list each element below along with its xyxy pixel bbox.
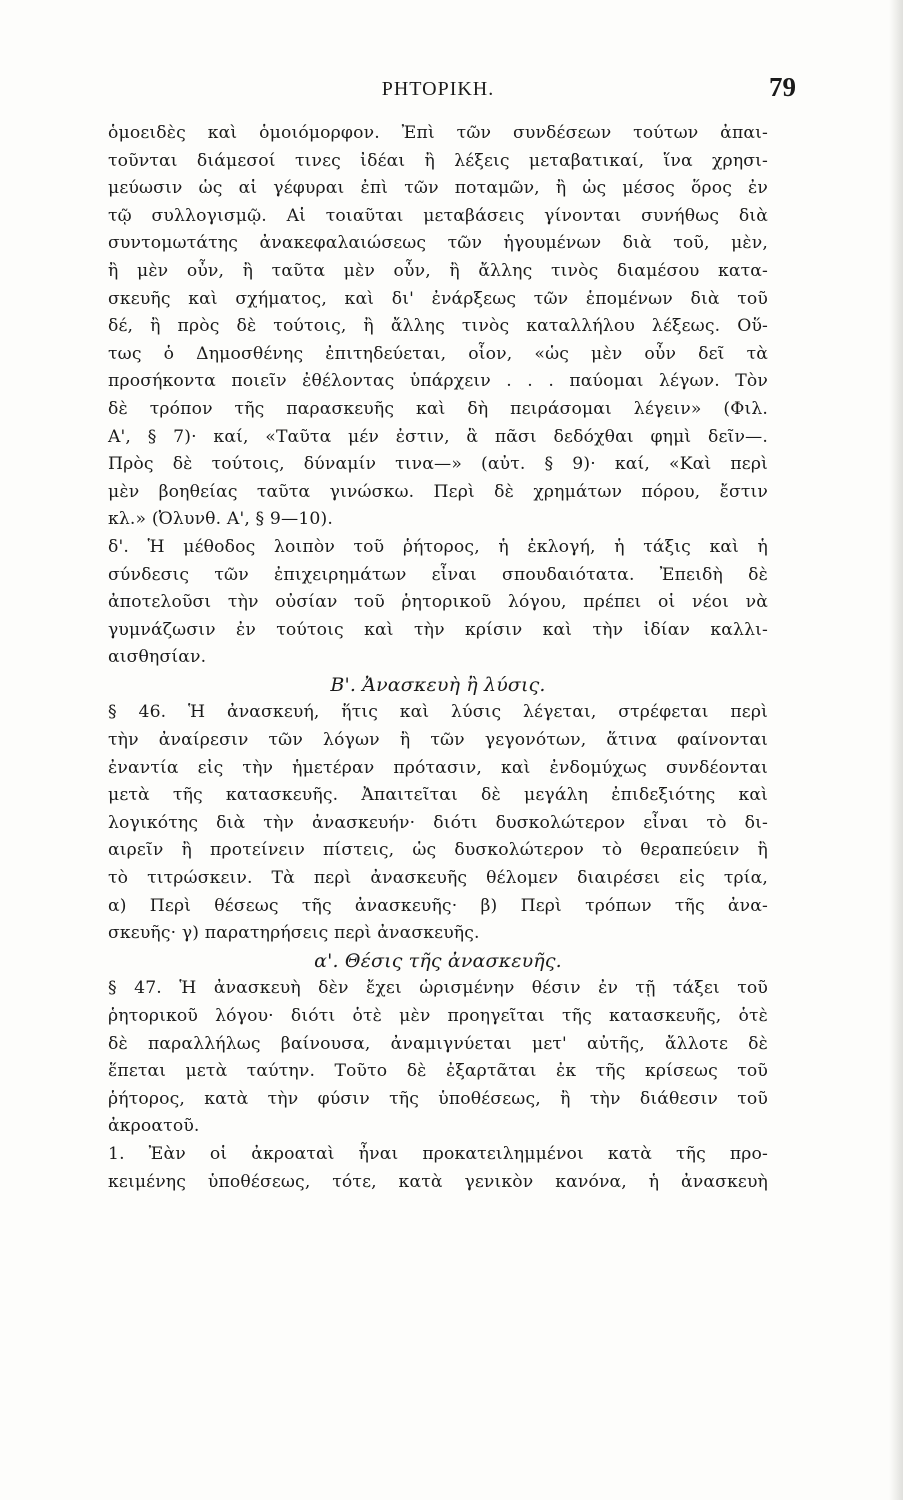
text-line: ἀποτελοῦσι τὴν οὐσίαν τοῦ ῥητορικοῦ λόγου, πρέπει οἱ νέοι νὰ: [108, 592, 768, 613]
text-line: σκευῆς καὶ σχήματος, καὶ δι' ἐνάρξεως τῶν ἑπομένων διὰ τοῦ: [108, 288, 768, 309]
text-line: δὲ παραλλήλως βαίνουσα, ἀναμιγνύεται μετ' αὐτῆς, ἄλλοτε δὲ: [108, 1033, 768, 1054]
section-heading: α'. Θέσις τῆς ἀνασκευῆς.: [314, 949, 562, 972]
text-line: ἐναντία εἰς τὴν ἡμετέραν πρότασιν, καὶ ἐνδομύχως συνδέονται: [108, 757, 768, 778]
body-text: [108, 120, 768, 1196]
text-line: δέ, ἢ πρὸς δὲ τούτοις, ἢ ἄλλης τινὸς καταλλήλου λέξεως. Οὕ-: [108, 316, 768, 337]
text-line: τὸ τιτρώσκειν. Τὰ περὶ ἀνασκευῆς θέλομεν διαιρέσει εἰς τρία,: [108, 868, 768, 889]
text-line: ἕπεται μετὰ ταύτην. Τοῦτο δὲ ἐξαρτᾶται ἐκ τῆς κρίσεως τοῦ: [108, 1061, 768, 1082]
running-title: ΡΗΤΟΡΙΚΗ.: [381, 78, 495, 100]
text-line: συντομωτάτης ἀνακεφαλαιώσεως τῶν ἡγουμένων διὰ τοῦ, μὲν,: [108, 233, 768, 254]
text-line: κλ.» (Ὀλυνθ. Α', § 9—10).: [108, 509, 333, 530]
text-line: α) Περὶ θέσεως τῆς ἀνασκευῆς· β) Περὶ τρόπων τῆς ἀνα-: [108, 895, 768, 916]
text-line: δὲ τρόπον τῆς παρασκευῆς καὶ δὴ πειράσομαι λέγειν» (Φιλ.: [108, 398, 768, 419]
text-line: τῷ συλλογισμῷ. Αἱ τοιαῦται μεταβάσεις γίνονται συνήθως διὰ: [108, 205, 768, 226]
text-line: μεύωσιν ὡς αἱ γέφυραι ἐπὶ τῶν ποταμῶν, ἢ ὡς μέσος ὅρος ἐν: [108, 178, 768, 199]
text-line: γυμνάζωσιν ἐν τούτοις καὶ τὴν κρίσιν καὶ τὴν ἰδίαν καλλι-: [108, 619, 768, 640]
text-line: Πρὸς δὲ τούτοις, δύναμίν τινα—» (αὐτ. § 9)· καί, «Καὶ περὶ: [108, 454, 768, 475]
text-line: § 46. Ἡ ἀνασκευή, ἥτις καὶ λύσις λέγεται, στρέφεται περὶ: [108, 702, 768, 723]
text-line: τοῦνται διάμεσοί τινες ἰδέαι ἢ λέξεις μεταβατικαί, ἵνα χρησι-: [108, 150, 768, 171]
text-line: Α', § 7)· καί, «Ταῦτα μέν ἐστιν, ἃ πᾶσι δεδόχθαι φημὶ δεῖν—.: [108, 426, 768, 447]
text-line: ἀκροατοῦ.: [108, 1116, 200, 1137]
page-number: 79: [769, 72, 796, 102]
section-heading: Β'. Ἀνασκευὴ ἢ λύσις.: [330, 673, 546, 696]
text-line: 1. Ἐὰν οἱ ἀκροαταὶ ἦναι προκατειλημμένοι κατὰ τῆς προ-: [108, 1143, 768, 1164]
text-line: σκευῆς· γ) παρατηρήσεις περὶ ἀνασκευῆς.: [108, 923, 480, 944]
text-line: ἢ μὲν οὖν, ἢ ταῦτα μὲν οὖν, ἢ ἄλλης τινὸς διαμέσου κατα-: [108, 260, 768, 281]
text-line: ῥήτορος, κατὰ τὴν φύσιν τῆς ὑποθέσεως, ἢ τὴν διάθεσιν τοῦ: [108, 1088, 768, 1109]
text-line: σύνδεσις τῶν ἐπιχειρημάτων εἶναι σπουδαιότατα. Ἐπειδὴ δὲ: [108, 564, 768, 585]
text-line: μετὰ τῆς κατασκευῆς. Ἀπαιτεῖται δὲ μεγάλη ἐπιδεξιότης καὶ: [108, 785, 768, 806]
page-spine-shadow: [889, 0, 903, 1500]
text-line: § 47. Ἡ ἀνασκευὴ δὲν ἔχει ὡρισμένην θέσιν ἐν τῇ τάξει τοῦ: [108, 978, 768, 999]
text-line: προσήκοντα ποιεῖν ἐθέλοντας ὑπάρχειν . . . παύομαι λέγων. Τὸν: [108, 371, 768, 392]
text-line: ὁμοειδὲς καὶ ὁμοιόμορφον. Ἐπὶ τῶν συνδέσεων τούτων ἀπαι-: [108, 123, 768, 143]
text-line: τὴν ἀναίρεσιν τῶν λόγων ἢ τῶν γεγονότων, ἅτινα φαίνονται: [108, 730, 768, 751]
page-header: [108, 72, 796, 108]
text-line: τως ὁ Δημοσθένης ἐπιτηδεύεται, οἷον, «ὡς μὲν οὖν δεῖ τὰ: [108, 343, 768, 364]
text-line: κειμένης ὑποθέσεως, τότε, κατὰ γενικὸν κανόνα, ἡ ἀνασκευὴ: [108, 1171, 768, 1192]
text-line: αισθησίαν.: [108, 647, 207, 668]
text-line: λογικότης διὰ τὴν ἀνασκευήν· διότι δυσκολώτερον εἶναι τὸ δι-: [108, 812, 768, 833]
text-line: αιρεῖν ἢ προτείνειν πίστεις, ὡς δυσκολώτερον τὸ θεραπεύειν ἢ: [108, 840, 768, 861]
text-line: ῥητορικοῦ λόγου· διότι ὁτὲ μὲν προηγεῖται τῆς κατασκευῆς, ὁτὲ: [108, 1006, 768, 1026]
text-line: δ'. Ἡ μέθοδος λοιπὸν τοῦ ῥήτορος, ἡ ἐκλογή, ἡ τάξις καὶ ἡ: [108, 536, 768, 557]
text-line: μὲν βοηθείας ταῦτα γινώσκω. Περὶ δὲ χρημάτων πόρου, ἔστιν: [108, 481, 768, 502]
